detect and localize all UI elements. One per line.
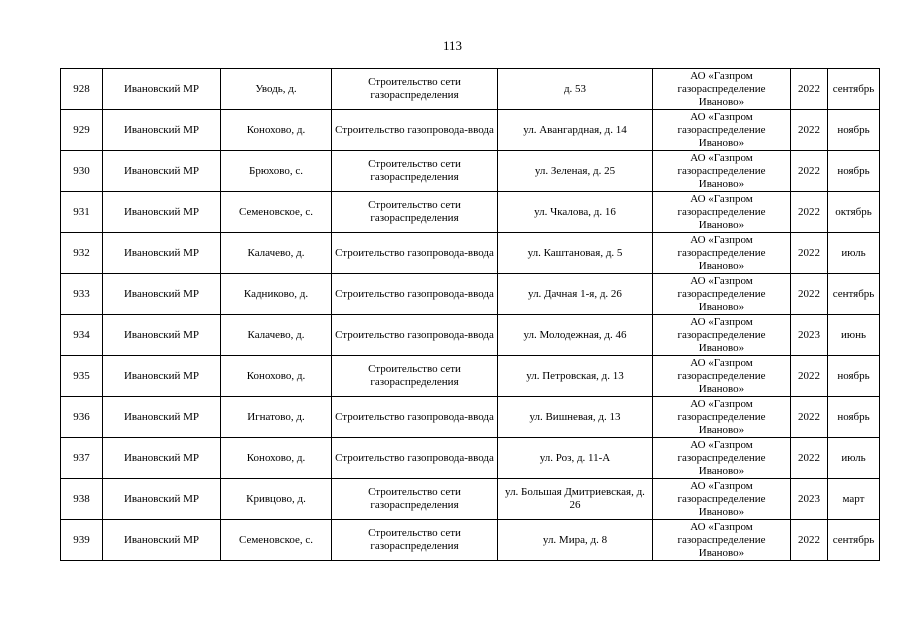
district-cell: Ивановский МР	[103, 274, 221, 315]
settlement-cell: Игнатово, д.	[221, 397, 332, 438]
table-row	[61, 397, 880, 438]
work-type-cell: Строительство газопровода-ввода	[332, 438, 498, 479]
settlement-cell: Брюхово, с.	[221, 151, 332, 192]
settlement-cell: Кривцово, д.	[221, 479, 332, 520]
month-cell: ноябрь	[828, 110, 880, 151]
organization-cell: АО «Газпром газораспределение Иваново»	[653, 69, 791, 110]
table-row	[61, 479, 880, 520]
page-number: 113	[442, 38, 463, 53]
month-cell: март	[828, 479, 880, 520]
district-cell: Ивановский МР	[103, 356, 221, 397]
row-number-cell: 931	[61, 192, 103, 233]
work-type-cell: Строительство сети газораспределения	[332, 479, 498, 520]
district-cell: Ивановский МР	[103, 151, 221, 192]
row-number-cell: 928	[61, 69, 103, 110]
work-type-cell: Строительство газопровода-ввода	[332, 274, 498, 315]
table-row	[61, 438, 880, 479]
table-row	[61, 69, 880, 110]
month-cell: ноябрь	[828, 397, 880, 438]
address-cell: ул. Дачная 1-я, д. 26	[498, 274, 653, 315]
work-type-cell: Строительство газопровода-ввода	[332, 233, 498, 274]
year-cell: 2022	[791, 274, 828, 315]
month-cell: сентябрь	[828, 274, 880, 315]
year-cell: 2022	[791, 397, 828, 438]
address-cell: ул. Зеленая, д. 25	[498, 151, 653, 192]
address-cell: ул. Авангардная, д. 14	[498, 110, 653, 151]
work-type-cell: Строительство сети газораспределения	[332, 151, 498, 192]
address-cell: ул. Большая Дмитриевская, д. 26	[498, 479, 653, 520]
month-cell: сентябрь	[828, 69, 880, 110]
settlement-cell: Конохово, д.	[221, 110, 332, 151]
address-cell: ул. Вишневая, д. 13	[498, 397, 653, 438]
work-type-cell: Строительство газопровода-ввода	[332, 110, 498, 151]
year-cell: 2022	[791, 438, 828, 479]
table-row	[61, 315, 880, 356]
organization-cell: АО «Газпром газораспределение Иваново»	[653, 274, 791, 315]
address-cell: ул. Каштановая, д. 5	[498, 233, 653, 274]
organization-cell: АО «Газпром газораспределение Иваново»	[653, 356, 791, 397]
district-cell: Ивановский МР	[103, 192, 221, 233]
organization-cell: АО «Газпром газораспределение Иваново»	[653, 520, 791, 561]
table-row	[61, 356, 880, 397]
table-body	[61, 69, 880, 561]
month-cell: сентябрь	[828, 520, 880, 561]
work-type-cell: Строительство сети газораспределения	[332, 69, 498, 110]
table-row	[61, 110, 880, 151]
row-number-cell: 939	[61, 520, 103, 561]
settlement-cell: Уводь, д.	[221, 69, 332, 110]
address-cell: ул. Молодежная, д. 46	[498, 315, 653, 356]
year-cell: 2022	[791, 233, 828, 274]
month-cell: ноябрь	[828, 356, 880, 397]
month-cell: ноябрь	[828, 151, 880, 192]
district-cell: Ивановский МР	[103, 69, 221, 110]
district-cell: Ивановский МР	[103, 233, 221, 274]
settlement-cell: Кадниково, д.	[221, 274, 332, 315]
organization-cell: АО «Газпром газораспределение Иваново»	[653, 397, 791, 438]
district-cell: Ивановский МР	[103, 438, 221, 479]
address-cell: ул. Чкалова, д. 16	[498, 192, 653, 233]
settlement-cell: Калачево, д.	[221, 233, 332, 274]
organization-cell: АО «Газпром газораспределение Иваново»	[653, 438, 791, 479]
address-cell: ул. Петровская, д. 13	[498, 356, 653, 397]
address-cell: д. 53	[498, 69, 653, 110]
year-cell: 2022	[791, 110, 828, 151]
table-row	[61, 192, 880, 233]
work-type-cell: Строительство сети газораспределения	[332, 520, 498, 561]
row-number-cell: 935	[61, 356, 103, 397]
work-type-cell: Строительство сети газораспределения	[332, 356, 498, 397]
table-row	[61, 151, 880, 192]
month-cell: октябрь	[828, 192, 880, 233]
organization-cell: АО «Газпром газораспределение Иваново»	[653, 151, 791, 192]
district-cell: Ивановский МР	[103, 110, 221, 151]
work-type-cell: Строительство сети газораспределения	[332, 192, 498, 233]
row-number-cell: 933	[61, 274, 103, 315]
settlement-cell: Семеновское, с.	[221, 520, 332, 561]
district-cell: Ивановский МР	[103, 315, 221, 356]
row-number-cell: 936	[61, 397, 103, 438]
organization-cell: АО «Газпром газораспределение Иваново»	[653, 110, 791, 151]
settlement-cell: Семеновское, с.	[221, 192, 332, 233]
organization-cell: АО «Газпром газораспределение Иваново»	[653, 233, 791, 274]
month-cell: июль	[828, 233, 880, 274]
district-cell: Ивановский МР	[103, 479, 221, 520]
row-number-cell: 929	[61, 110, 103, 151]
organization-cell: АО «Газпром газораспределение Иваново»	[653, 479, 791, 520]
settlement-cell: Калачево, д.	[221, 315, 332, 356]
year-cell: 2022	[791, 192, 828, 233]
district-cell: Ивановский МР	[103, 397, 221, 438]
row-number-cell: 934	[61, 315, 103, 356]
organization-cell: АО «Газпром газораспределение Иваново»	[653, 315, 791, 356]
table-row	[61, 233, 880, 274]
gasification-table	[60, 68, 880, 561]
table-row	[61, 520, 880, 561]
address-cell: ул. Роз, д. 11-А	[498, 438, 653, 479]
row-number-cell: 937	[61, 438, 103, 479]
year-cell: 2023	[791, 479, 828, 520]
row-number-cell: 938	[61, 479, 103, 520]
month-cell: июль	[828, 438, 880, 479]
row-number-cell: 930	[61, 151, 103, 192]
row-number-cell: 932	[61, 233, 103, 274]
work-type-cell: Строительство газопровода-ввода	[332, 315, 498, 356]
year-cell: 2022	[791, 69, 828, 110]
organization-cell: АО «Газпром газораспределение Иваново»	[653, 192, 791, 233]
district-cell: Ивановский МР	[103, 520, 221, 561]
month-cell: июнь	[828, 315, 880, 356]
year-cell: 2022	[791, 151, 828, 192]
settlement-cell: Конохово, д.	[221, 356, 332, 397]
year-cell: 2022	[791, 356, 828, 397]
year-cell: 2022	[791, 520, 828, 561]
table-row	[61, 274, 880, 315]
work-type-cell: Строительство газопровода-ввода	[332, 397, 498, 438]
address-cell: ул. Мира, д. 8	[498, 520, 653, 561]
settlement-cell: Конохово, д.	[221, 438, 332, 479]
year-cell: 2023	[791, 315, 828, 356]
